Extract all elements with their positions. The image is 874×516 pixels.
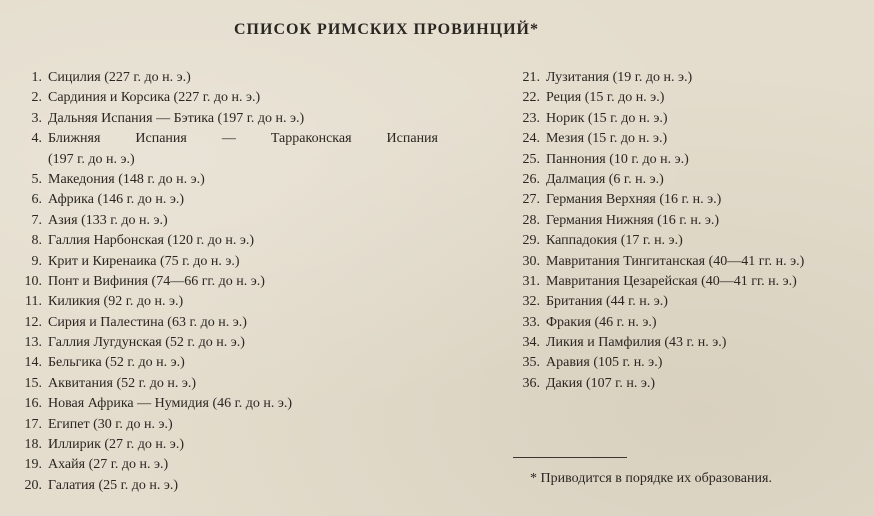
province-item (18, 435, 438, 455)
province-item (516, 272, 866, 292)
province-item (516, 129, 866, 149)
province-item (18, 394, 438, 414)
province-name: Галатия (25 г. до н. э.) (48, 477, 179, 493)
province-number: 24. (522, 131, 540, 147)
province-item (18, 231, 438, 251)
province-item (18, 292, 438, 312)
province-number: 32. (522, 294, 540, 310)
province-name: Азия (133 г. до н. э.) (48, 212, 168, 228)
province-item (18, 476, 438, 496)
province-name: Иллирик (27 г. до н. э.) (48, 437, 184, 453)
province-item (516, 109, 866, 129)
province-number: 12. (24, 314, 42, 330)
province-name: Понт и Вифиния (74—66 гг. до н. э.) (48, 273, 265, 289)
province-number: 5. (31, 171, 42, 187)
province-name: Каппадокия (17 г. н. э.) (546, 233, 683, 249)
province-number: 17. (24, 416, 42, 432)
province-number: 19. (24, 457, 42, 473)
province-name: Ахайя (27 г. до н. э.) (48, 457, 169, 473)
province-name: Германия Нижняя (16 г. н. э.) (546, 212, 720, 228)
province-item (516, 88, 866, 108)
province-item (18, 68, 438, 88)
province-item (18, 313, 438, 333)
province-item (516, 68, 866, 88)
province-number: 20. (24, 477, 42, 493)
province-item (516, 252, 866, 272)
province-name: Галлия Нарбонская (120 г. до н. э.) (48, 233, 254, 249)
province-item (18, 374, 438, 394)
province-name: Сирия и Палестина (63 г. до н. э.) (48, 314, 247, 330)
province-list-left (18, 68, 438, 496)
province-number: 7. (31, 212, 42, 228)
province-item (516, 190, 866, 210)
province-name: Реция (15 г. до н. э.) (546, 90, 665, 106)
province-item (18, 190, 438, 210)
province-number: 25. (522, 151, 540, 167)
province-item (18, 455, 438, 475)
province-number: 23. (522, 110, 540, 126)
province-item (516, 353, 866, 373)
province-number: 11. (25, 294, 42, 310)
province-number: 30. (522, 253, 540, 269)
province-item (18, 252, 438, 272)
province-item (516, 211, 866, 231)
province-item (516, 292, 866, 312)
province-name: Дальняя Испания — Бэтика (197 г. до н. э.) (48, 110, 305, 126)
province-item (18, 333, 438, 353)
province-item (516, 231, 866, 251)
province-number: 13. (24, 335, 42, 351)
province-item (18, 272, 438, 292)
province-item (516, 150, 866, 170)
province-number: 6. (31, 192, 42, 208)
province-item (516, 333, 866, 353)
province-item (18, 211, 438, 231)
province-name: Норик (15 г. до н. э.) (546, 110, 668, 126)
province-name: Новая Африка — Нумидия (46 г. до н. э.) (48, 396, 293, 412)
province-name: Киликия (92 г. до н. э.) (48, 294, 184, 310)
province-list-right (516, 68, 866, 394)
province-name: Фракия (46 г. н. э.) (546, 314, 657, 330)
province-name: Сицилия (227 г. до н. э.) (48, 70, 191, 85)
province-item (18, 415, 438, 435)
province-item (18, 170, 438, 190)
province-item (18, 353, 438, 373)
province-item (516, 313, 866, 333)
province-name: Крит и Киренаика (75 г. до н. э.) (48, 253, 240, 269)
province-number: 18. (24, 437, 42, 453)
province-name: Мезия (15 г. до н. э.) (546, 131, 668, 147)
province-number: 3. (31, 110, 42, 126)
province-number: 34. (522, 335, 540, 351)
province-number: 1. (31, 70, 42, 85)
province-name: Аравия (105 г. н. э.) (546, 355, 663, 371)
province-item (18, 109, 438, 129)
province-number: 26. (522, 171, 540, 187)
province-name: Ближняя Испания — Тарраконская Испания (48, 131, 438, 147)
document-title: СПИСОК РИМСКИХ ПРОВИНЦИЙ* (234, 21, 539, 38)
province-number: 35. (522, 355, 540, 371)
province-item (516, 170, 866, 190)
province-name: Бельгика (52 г. до н. э.) (48, 355, 185, 371)
footnote-rule (513, 457, 627, 458)
province-name: Мавритания Цезарейская (40—41 гг. н. э.) (546, 273, 797, 289)
province-number: 27. (522, 192, 540, 208)
province-number: 15. (24, 375, 42, 391)
province-name: Аквитания (52 г. до н. э.) (48, 375, 197, 391)
province-number: 33. (522, 314, 540, 330)
province-name: Галлия Лугдунская (52 г. до н. э.) (48, 335, 245, 351)
province-item (516, 374, 866, 394)
province-number: 21. (522, 70, 540, 85)
province-name: Египет (30 г. до н. э.) (48, 416, 173, 432)
province-number: 22. (522, 90, 540, 106)
province-name: Сардиния и Корсика (227 г. до н. э.) (48, 90, 261, 106)
province-number: 2. (31, 90, 42, 106)
province-item (18, 129, 438, 149)
province-name: Африка (146 г. до н. э.) (48, 192, 185, 208)
province-name: Германия Верхняя (16 г. н. э.) (546, 192, 722, 208)
province-item-continuation: (197 г. до н. э.) (48, 151, 135, 167)
province-number: 9. (31, 253, 42, 269)
province-name: Мавритания Тингитанская (40—41 гг. н. э.) (546, 253, 805, 269)
province-number: 8. (31, 233, 42, 249)
province-name: Британия (44 г. н. э.) (546, 294, 668, 310)
province-name: Паннония (10 г. до н. э.) (546, 151, 689, 167)
province-number: 4. (31, 131, 42, 147)
province-number: 16. (24, 396, 42, 412)
province-name: Лузитания (19 г. до н. э.) (546, 70, 693, 85)
footnote: * Приводится в порядке их образования. (530, 471, 772, 486)
province-number: 14. (24, 355, 42, 371)
province-name: Ликия и Памфилия (43 г. н. э.) (546, 335, 727, 351)
province-name: Далмация (6 г. н. э.) (546, 171, 664, 187)
province-item (18, 88, 438, 108)
province-number: 29. (522, 233, 540, 249)
province-number: 31. (522, 273, 540, 289)
province-number: 10. (24, 273, 42, 289)
province-number: 28. (522, 212, 540, 228)
province-name: Дакия (107 г. н. э.) (546, 375, 655, 391)
province-name: Македония (148 г. до н. э.) (48, 171, 205, 187)
province-number: 36. (522, 375, 540, 391)
